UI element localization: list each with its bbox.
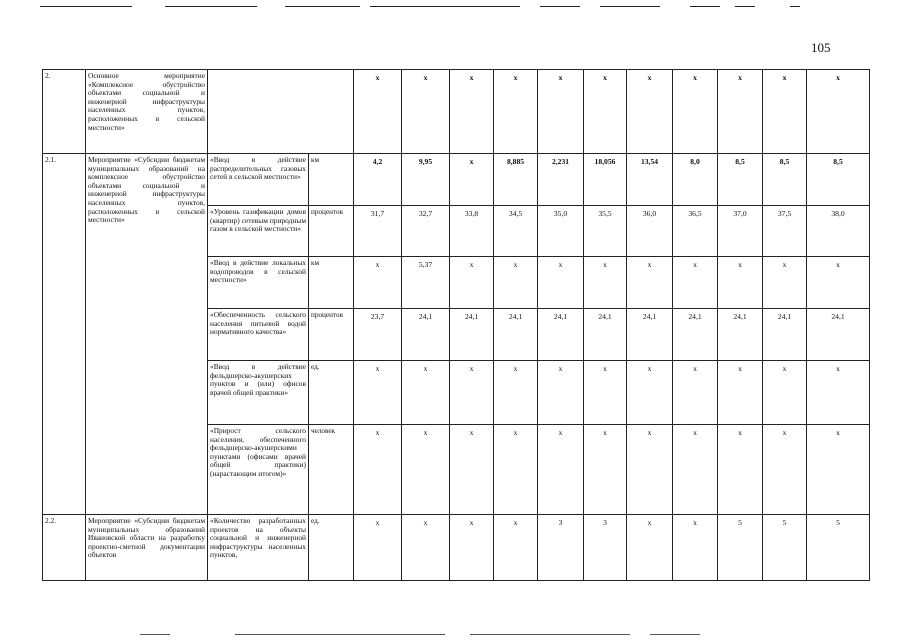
unit-cell: процентов bbox=[309, 206, 354, 257]
row-number: 2.2. bbox=[43, 515, 86, 581]
table-row bbox=[43, 154, 870, 206]
unit-cell: км bbox=[309, 154, 354, 206]
value-cell: 32,7 bbox=[402, 206, 450, 257]
table-row bbox=[43, 515, 870, 581]
value-cell: 8,5 bbox=[807, 154, 870, 206]
value-cell: 24,1 bbox=[538, 309, 584, 361]
value-cell: 8,5 bbox=[763, 154, 807, 206]
top-rule-2 bbox=[165, 6, 257, 7]
indicator-name: «Ввод в действие распределительных газовых сетей в сельской местности» bbox=[208, 154, 309, 206]
value-cell: 24,1 bbox=[718, 309, 763, 361]
value-cell: х bbox=[402, 425, 450, 515]
value-cell: х bbox=[450, 257, 494, 309]
value-cell: х bbox=[718, 425, 763, 515]
value-cell: х bbox=[673, 425, 718, 515]
value-cell: х bbox=[450, 154, 494, 206]
unit-cell: км bbox=[309, 257, 354, 309]
value-cell: х bbox=[673, 70, 718, 154]
value-cell: х bbox=[402, 70, 450, 154]
unit-cell: ед. bbox=[309, 515, 354, 581]
unit-cell: процентов bbox=[309, 309, 354, 361]
value-cell: х bbox=[354, 257, 402, 309]
value-cell: 36,5 bbox=[673, 206, 718, 257]
value-cell: 24,1 bbox=[673, 309, 718, 361]
value-cell: х bbox=[807, 361, 870, 425]
value-cell: х bbox=[584, 425, 627, 515]
value-cell: 3 bbox=[584, 515, 627, 581]
value-cell: 31,7 bbox=[354, 206, 402, 257]
value-cell: х bbox=[807, 257, 870, 309]
top-rule-8 bbox=[735, 6, 755, 7]
indicator-name: «Количество разработанных проектов на объекты социальной и инженерной инфраструктуры населенных пунктов, bbox=[208, 515, 309, 581]
value-cell: 24,1 bbox=[494, 309, 538, 361]
value-cell: х bbox=[494, 515, 538, 581]
value-cell: 35,5 bbox=[584, 206, 627, 257]
value-cell: х bbox=[450, 70, 494, 154]
value-cell: х bbox=[627, 425, 673, 515]
value-cell: х bbox=[718, 361, 763, 425]
value-cell: 2,231 bbox=[538, 154, 584, 206]
value-cell: х bbox=[354, 425, 402, 515]
value-cell: 9,95 bbox=[402, 154, 450, 206]
value-cell: 13,54 bbox=[627, 154, 673, 206]
value-cell: х bbox=[538, 361, 584, 425]
indicators-table bbox=[42, 69, 870, 581]
value-cell: х bbox=[763, 70, 807, 154]
value-cell: х bbox=[673, 257, 718, 309]
bottom-rule-1 bbox=[140, 634, 170, 635]
value-cell: х bbox=[673, 361, 718, 425]
value-cell: х bbox=[763, 425, 807, 515]
value-cell: х bbox=[807, 70, 870, 154]
top-rule-3 bbox=[285, 6, 360, 7]
unit-cell: человек bbox=[309, 425, 354, 515]
row-number: 2.1. bbox=[43, 154, 86, 515]
value-cell: 18,056 bbox=[584, 154, 627, 206]
value-cell: 5 bbox=[763, 515, 807, 581]
indicator-name: «Прирост сельского населения, обеспеченного фельдшерско-акушерскими пунктами (офисами врачей общей практики) (нарастающим итогом)» bbox=[208, 425, 309, 515]
value-cell: 8,885 bbox=[494, 154, 538, 206]
value-cell: х bbox=[584, 70, 627, 154]
value-cell: х bbox=[450, 361, 494, 425]
unit-cell: ед. bbox=[309, 361, 354, 425]
page-number: 105 bbox=[811, 40, 831, 55]
value-cell: х bbox=[402, 515, 450, 581]
value-cell: 34,5 bbox=[494, 206, 538, 257]
measure-name: Мероприятие «Субсидии бюджетам муниципальных образований на комплексное обустройство объектами социальной и инженерной инфраструктуры населенных пунктов, расположенных в сельской местности» bbox=[86, 154, 208, 515]
value-cell: 5,37 bbox=[402, 257, 450, 309]
value-cell: 24,1 bbox=[807, 309, 870, 361]
value-cell: 24,1 bbox=[584, 309, 627, 361]
value-cell: х bbox=[494, 425, 538, 515]
indicator-name: «Обеспеченность сельского населения питьевой водой нормативного качества» bbox=[208, 309, 309, 361]
value-cell: х bbox=[354, 515, 402, 581]
value-cell: х bbox=[402, 361, 450, 425]
value-cell: х bbox=[627, 515, 673, 581]
value-cell: х bbox=[584, 257, 627, 309]
value-cell: х bbox=[494, 361, 538, 425]
value-cell: х bbox=[450, 425, 494, 515]
bottom-rule-3 bbox=[470, 634, 630, 635]
bottom-rule-2 bbox=[235, 634, 445, 635]
value-cell: 24,1 bbox=[763, 309, 807, 361]
value-cell: 24,1 bbox=[450, 309, 494, 361]
value-cell: х bbox=[354, 361, 402, 425]
value-cell: х bbox=[627, 361, 673, 425]
value-cell: 4,2 bbox=[354, 154, 402, 206]
value-cell: х bbox=[494, 257, 538, 309]
value-cell: х bbox=[494, 70, 538, 154]
value-cell: х bbox=[763, 361, 807, 425]
value-cell: 37,5 bbox=[763, 206, 807, 257]
value-cell: х bbox=[627, 257, 673, 309]
measure-name: Основное мероприятие «Комплексное обустройство объектами социальной и инженерной инфраструктуры населенных пунктов, расположенных в сельской местности» bbox=[86, 70, 208, 154]
value-cell: х bbox=[450, 515, 494, 581]
top-rule-7 bbox=[690, 6, 720, 7]
table-row bbox=[43, 70, 870, 154]
value-cell: 3 bbox=[538, 515, 584, 581]
measure-name: Мероприятие «Субсидии бюджетам муниципальных образований Ивановской области на разработку проектно-сметной документации объектов bbox=[86, 515, 208, 581]
value-cell: х bbox=[763, 257, 807, 309]
indicator-name: «Ввод в действие локальных водопроводов в сельской местности» bbox=[208, 257, 309, 309]
value-cell: 23,7 bbox=[354, 309, 402, 361]
top-rule-4 bbox=[370, 6, 520, 7]
value-cell: х bbox=[584, 361, 627, 425]
value-cell: х bbox=[538, 70, 584, 154]
value-cell: х bbox=[354, 70, 402, 154]
value-cell: 38,0 bbox=[807, 206, 870, 257]
indicator-name: «Уровень газификации домов (квартир) сетевым природным газом в сельской местности» bbox=[208, 206, 309, 257]
value-cell: 36,0 bbox=[627, 206, 673, 257]
value-cell: 24,1 bbox=[402, 309, 450, 361]
value-cell: 8,0 bbox=[673, 154, 718, 206]
row-number: 2. bbox=[43, 70, 86, 154]
value-cell: х bbox=[673, 515, 718, 581]
value-cell: 5 bbox=[807, 515, 870, 581]
top-rule-5 bbox=[540, 6, 580, 7]
top-rule-1 bbox=[40, 6, 132, 7]
top-rule-6 bbox=[600, 6, 660, 7]
value-cell: х bbox=[807, 425, 870, 515]
value-cell: х bbox=[718, 257, 763, 309]
indicator-name bbox=[208, 70, 354, 154]
value-cell: х bbox=[718, 70, 763, 154]
value-cell: 35,0 bbox=[538, 206, 584, 257]
value-cell: 24,1 bbox=[627, 309, 673, 361]
value-cell: х bbox=[538, 257, 584, 309]
value-cell: 37,0 bbox=[718, 206, 763, 257]
value-cell: х bbox=[627, 70, 673, 154]
value-cell: 33,8 bbox=[450, 206, 494, 257]
value-cell: 8,5 bbox=[718, 154, 763, 206]
indicator-name: «Ввод в действие фельдшерско-акушерских пунктов и (или) офисов врачей общей практики» bbox=[208, 361, 309, 425]
top-rule-9 bbox=[790, 6, 800, 7]
value-cell: 5 bbox=[718, 515, 763, 581]
value-cell: х bbox=[538, 425, 584, 515]
bottom-rule-4 bbox=[650, 634, 700, 635]
